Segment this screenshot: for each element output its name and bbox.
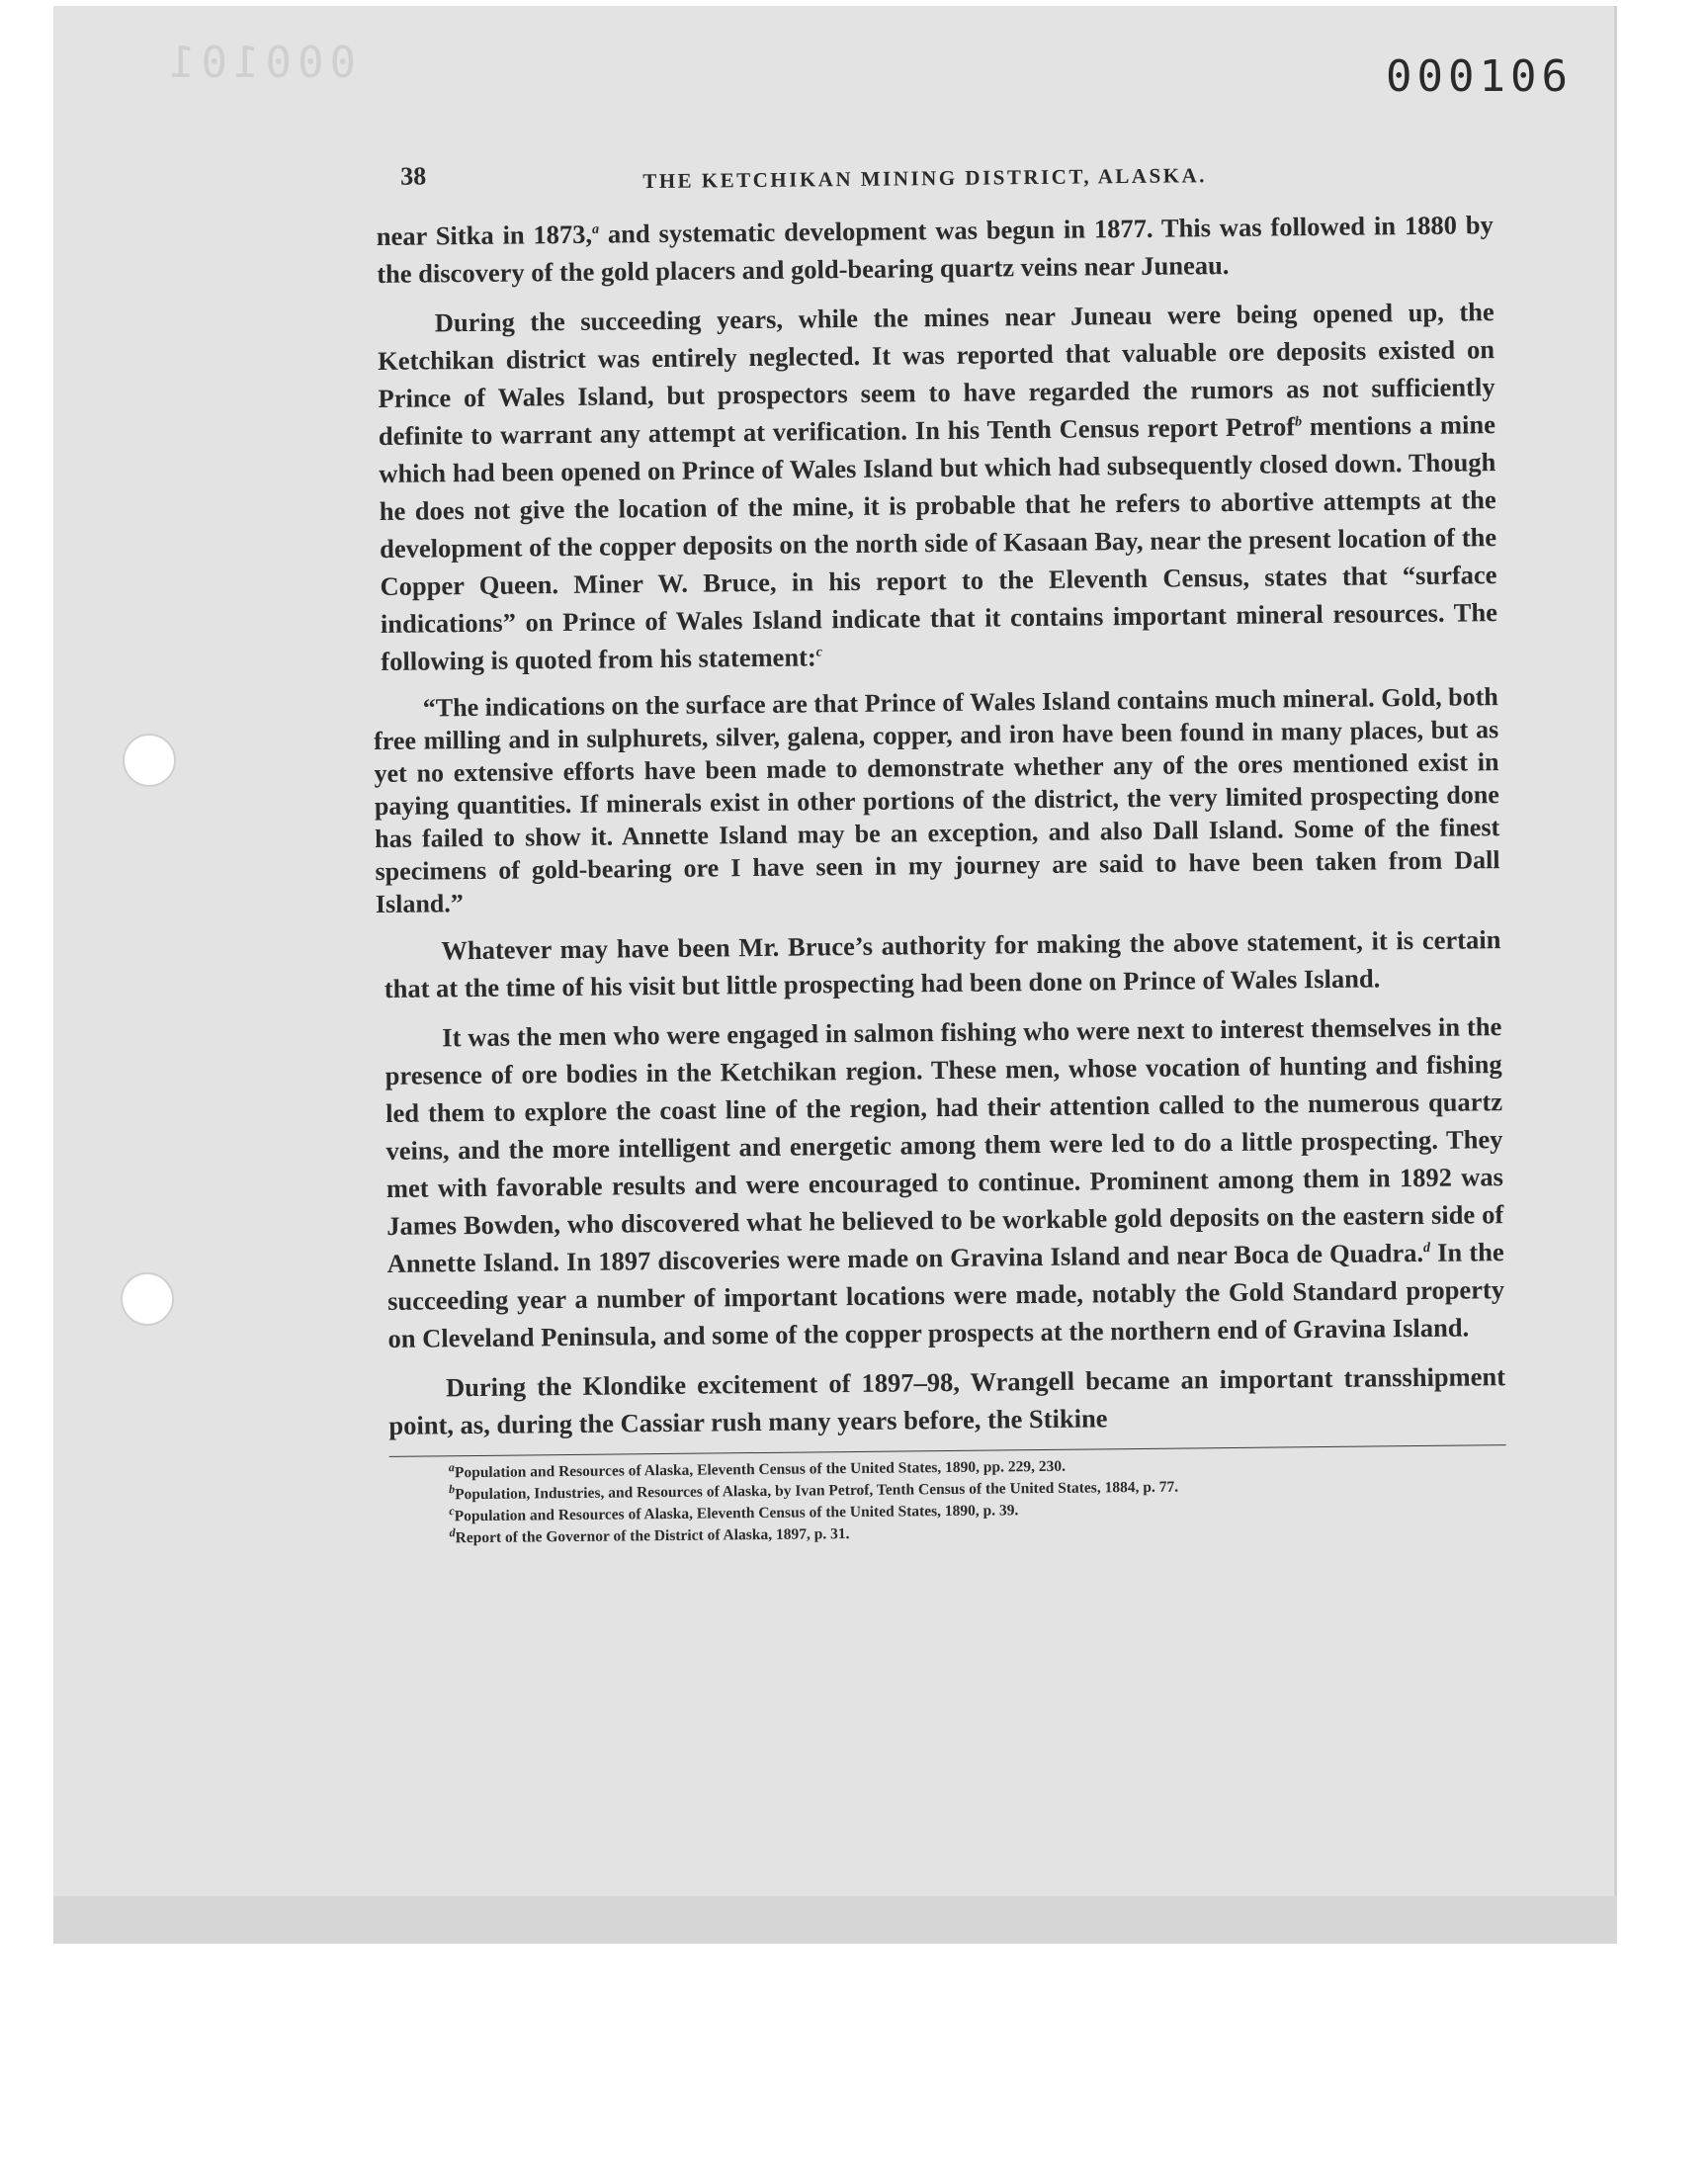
book-page xyxy=(376,146,1507,1550)
paragraph-3: Whatever may have been Mr. Bruce’s authority for making the above statement, it is certain that at the time of his visit but little prospecting had been done on Prince of Wales Island. xyxy=(384,924,1501,1003)
footnote: $^c$Population and Resources of Alaska, Eleventh Census of the United States, 1890, p. 39. xyxy=(449,1502,1019,1525)
body-text xyxy=(374,206,1506,1444)
footnote-ref-a: a xyxy=(591,221,600,237)
footnote-ref-c: c xyxy=(815,645,822,660)
footnotes xyxy=(389,1451,1507,1550)
punch-hole-lower xyxy=(121,1272,174,1326)
footnote: $^a$Population and Resources of Alaska, Eleventh Census of the United States, 1890, pp. 229, 230. xyxy=(448,1457,1067,1482)
running-head: THE KETCHIKAN MINING DISTRICT, ALASKA. xyxy=(642,163,1208,194)
paragraph-4: It was the men who were engaged in salmon fishing who were next to interest themselves in the presence of ore bodies in the Ketchikan region. These men, whose vocation of hunting and fishing led them to explore the coast line of the region, had their attention called to the numerous quartz veins, and the more intelligent and energetic among them were led to do a little prospecting. They met with favorable results and were encouraged to continue. Prominent among them in 1892 was James Bowden, who discovered what he believed to be workable gold deposits on the eastern side of Annette Island. In 1897 discoveries were made on Gravina Island and near Boca de Quadra.$^d$ In the succeeding year a number of important locations were made, notably the Gold Standard property on Cleveland Peninsula, and some of the copper prospects at the northern end of Gravina Island. xyxy=(384,1011,1505,1353)
block-quote: “The indications on the surface are that Prince of Wales Island contains much mineral. Gold, both free milling and in sulphurets, silver, galena, copper, and iron have been found in many places, but as yet no extensive efforts have been made to demonstrate whether any of the ores mentioned exist in paying quantities. If minerals exist in other portions of the district, the very limited prospecting done has failed to show it. Annette Island may be an exception, and also Dall Island. Some of the finest specimens of gold-bearing ore I have seen in my journey are said to have been taken from Dall Island.” xyxy=(374,682,1500,919)
paragraph-5: During the Klondike excitement of 1897–98, Wrangell became an important transshipment point, as, during the Cassiar rush many years before, the Stikine xyxy=(388,1361,1506,1440)
page-header xyxy=(376,146,1494,218)
sheet-bottom-band xyxy=(53,1896,1617,1944)
paragraph-1: near Sitka in 1873,$^a$ and systematic development was begun in 1877. This was followed in 1880 by the discovery of the gold placers and gold-bearing quartz veins near Juneau. xyxy=(376,210,1494,289)
footnote-ref-d: d xyxy=(1422,1241,1431,1257)
page-number: 38 xyxy=(400,161,427,191)
footnote-ref-b: b xyxy=(1294,414,1303,430)
punch-hole-upper xyxy=(123,734,176,787)
faint-bleed-through-stamp: 000101 xyxy=(163,38,356,88)
footnote: $^b$Population, Industries, and Resources of Alaska, by Ivan Petrof, Tenth Census of the United States, 1884, p. 77. xyxy=(449,1478,1179,1504)
footnote: $^d$Report of the Governor of the District of Alaska, 1897, p. 31. xyxy=(449,1525,850,1547)
document-id-stamp: 000106 xyxy=(1386,51,1573,102)
paragraph-2: During the succeeding years, while the mines near Juneau were being opened up, the Ketchikan district was entirely neglected. It was reported that valuable ore deposits existed on Prince of Wales Island, but prospectors seem to have regarded the rumors as not sufficiently definite to warrant any attempt at verification. In his Tenth Census report Petrof$^b$ mentions a mine which had been opened on Prince of Wales Island but which had subsequently closed down. Though he does not give the location of the mine, it is probable that he refers to abortive attempts at the development of the copper deposits on the north side of Kasaan Bay, near the present location of the Copper Queen. Miner W. Bruce, in his report to the Eleventh Census, states that “surface indications” on Prince of Wales Island indicate that it contains important mineral resources. The following is quoted from his statement:$^c$ xyxy=(377,297,1498,676)
